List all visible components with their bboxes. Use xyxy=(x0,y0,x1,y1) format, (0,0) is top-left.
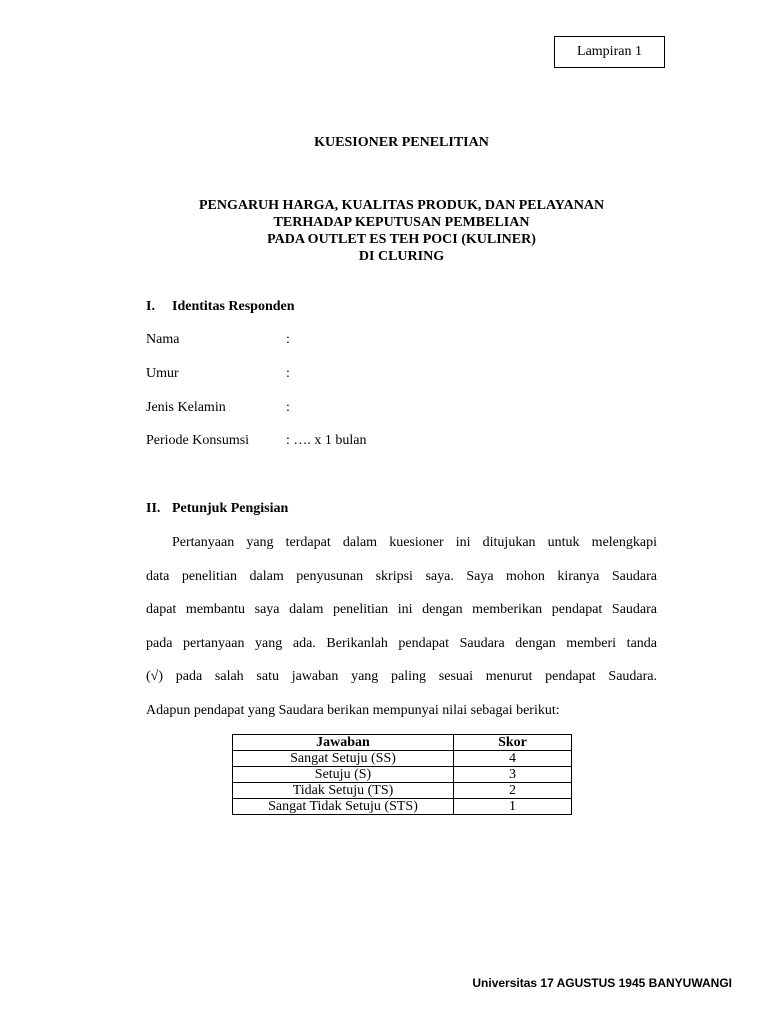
section-number: I. xyxy=(146,299,155,314)
field-label: Umur xyxy=(146,366,179,381)
subtitle-line: PENGARUH HARGA, KUALITAS PRODUK, DAN PELAYANAN xyxy=(198,198,605,213)
paragraph-line: Pertanyaan yang terdapat dalam kuesioner ini ditujukan untuk melengkapi xyxy=(172,535,657,550)
footer-university: Universitas 17 AGUSTUS 1945 BANYUWANGI xyxy=(472,976,732,990)
research-subtitle xyxy=(0,197,768,265)
field-value: : xyxy=(286,400,290,415)
section-identitas-heading xyxy=(146,298,295,316)
subtitle-line: PADA OUTLET ES TEH POCI (KULINER) xyxy=(267,232,536,247)
field-label: Periode Konsumsi xyxy=(146,433,250,448)
score-table xyxy=(232,734,572,815)
lampiran-label: Lampiran 1 xyxy=(554,36,665,68)
section-number: II. xyxy=(146,501,161,516)
table-cell-jawaban: Sangat Setuju (SS) xyxy=(233,751,454,767)
section-title: Petunjuk Pengisian xyxy=(172,501,289,516)
table-cell-skor: 1 xyxy=(454,799,572,815)
paragraph-line: Adapun pendapat yang Saudara berikan mempunyai nilai sebagai berikut: xyxy=(146,702,560,718)
field-value: : …. x 1 bulan xyxy=(286,433,367,448)
subtitle-line: TERHADAP KEPUTUSAN PEMBELIAN xyxy=(273,215,530,230)
paragraph-line: pada pertanyaan yang ada. Berikanlah pendapat Saudara dengan memberi tanda xyxy=(146,635,657,651)
table-cell-skor: 2 xyxy=(454,783,572,799)
field-label: Nama xyxy=(146,332,180,347)
field-jenis-kelamin xyxy=(146,399,290,417)
table-cell-jawaban: Tidak Setuju (TS) xyxy=(233,783,454,799)
table-row xyxy=(233,783,572,799)
table-row xyxy=(233,751,572,767)
section-petunjuk-heading xyxy=(146,500,288,518)
instruction-paragraph xyxy=(146,526,657,728)
paragraph-line: dapat membantu saya dalam penelitian ini dengan memberikan pendapat Saudara xyxy=(146,602,657,618)
field-value: : xyxy=(286,332,290,347)
table-header-jawaban: Jawaban xyxy=(233,735,454,751)
document-title: KUESIONER PENELITIAN xyxy=(314,135,489,150)
field-nama xyxy=(146,331,290,349)
table-cell-skor: 3 xyxy=(454,767,572,783)
field-umur xyxy=(146,365,290,383)
subtitle-line: DI CLURING xyxy=(358,249,445,264)
table-row xyxy=(233,767,572,783)
section-title: Identitas Responden xyxy=(172,299,295,314)
table-header-skor: Skor xyxy=(454,735,572,751)
field-label: Jenis Kelamin xyxy=(146,400,226,415)
table-row xyxy=(233,799,572,815)
table-cell-jawaban: Setuju (S) xyxy=(233,767,454,783)
paragraph-line: data penelitian dalam penyusunan skripsi saya. Saya mohon kiranya Saudara xyxy=(146,568,657,584)
table-header-row xyxy=(233,735,572,751)
table-cell-jawaban: Sangat Tidak Setuju (STS) xyxy=(233,799,454,815)
table-cell-skor: 4 xyxy=(454,751,572,767)
field-value: : xyxy=(286,366,290,381)
paragraph-line: (√) pada salah satu jawaban yang paling sesuai menurut pendapat Saudara. xyxy=(146,669,657,685)
field-periode-konsumsi xyxy=(146,432,367,450)
